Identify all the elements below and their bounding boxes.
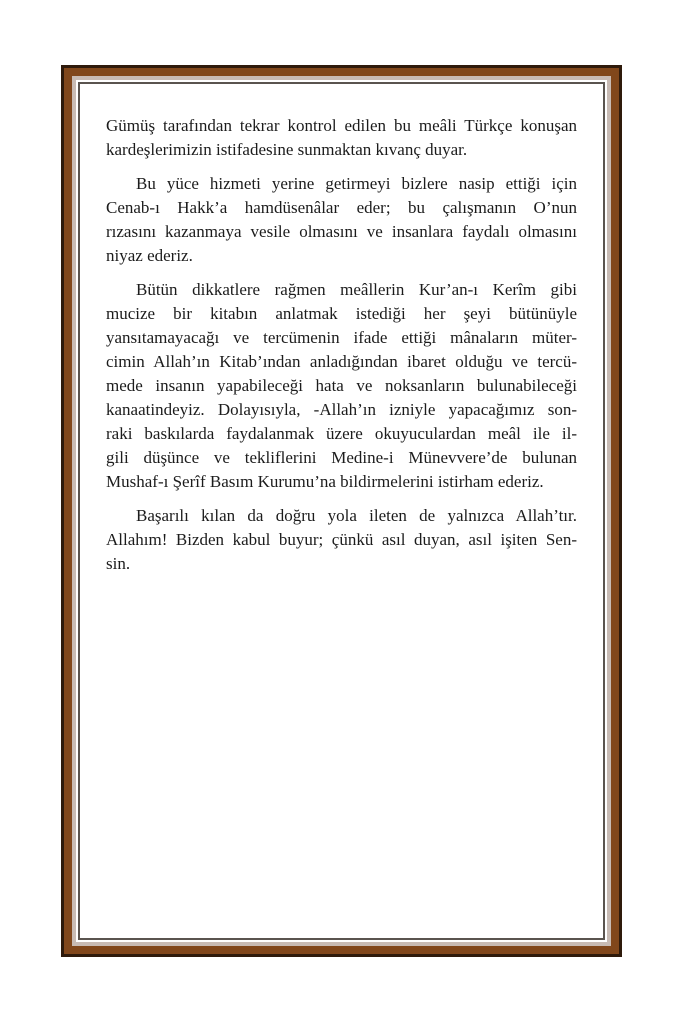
text-line: yansıtamayacağı ve tercümenin ifade ettiği mânaların müter- xyxy=(106,328,577,347)
decorative-frame-inner-line xyxy=(78,82,605,940)
text-line: Allahım! Bizden kabul buyur; çünkü asıl duyan, asıl işiten Sen- xyxy=(106,530,577,549)
decorative-frame-outer-edge xyxy=(61,65,622,957)
text-line: gili düşünce ve tekliflerini Medine-i Münevvere’de bulunan xyxy=(106,448,577,467)
text-line: Cenab-ı Hakk’a hamdüsenâlar eder; bu çalışmanın O’nun xyxy=(106,198,577,217)
decorative-frame-white-gap xyxy=(76,80,607,942)
text-line: Mushaf-ı Şerîf Basım Kurumu’na bildirmelerini istirham ederiz. xyxy=(106,472,544,491)
paragraph xyxy=(106,504,577,576)
text-line: kardeşlerimizin istifadesine sunmaktan kıvanç duyar. xyxy=(106,140,468,159)
text-line: raki baskılarda faydalanmak üzere okuyuculardan meâl ile il- xyxy=(106,424,577,443)
text-line: cimin Allah’ın Kitab’ından anladığından ibaret olduğu ve tercü- xyxy=(106,352,577,371)
text-line: mede insanın yapabileceği hata ve noksanların bulunabileceği xyxy=(106,376,577,395)
paragraph xyxy=(106,278,577,494)
text-line: Bütün dikkatlere rağmen meâllerin Kur’an-ı Kerîm gibi xyxy=(136,280,577,299)
decorative-frame-brown-band xyxy=(64,68,619,954)
decorative-frame-light-line xyxy=(72,76,611,946)
text-line: Bu yüce hizmeti yerine getirmeyi bizlere nasip ettiği için xyxy=(136,174,577,193)
text-line: rızasını kazanmaya vesile olmasını ve insanlara faydalı olmasını xyxy=(106,222,577,241)
paragraph xyxy=(106,172,577,268)
text-line: mucize bir kitabın anlatmak istediği her şeyi bütünüyle xyxy=(106,304,577,323)
page-text xyxy=(80,84,603,938)
text-line: Başarılı kılan da doğru yola ileten de yalnızca Allah’tır. xyxy=(136,506,577,525)
text-line: kanaatindeyiz. Dolayısıyla, -Allah’ın izniyle yapacağımız son- xyxy=(106,400,577,419)
text-line: niyaz ederiz. xyxy=(106,246,193,265)
paragraph xyxy=(106,114,577,162)
text-line: Gümüş tarafından tekrar kontrol edilen bu meâli Türkçe konuşan xyxy=(106,116,577,135)
text-line: sin. xyxy=(106,554,131,573)
